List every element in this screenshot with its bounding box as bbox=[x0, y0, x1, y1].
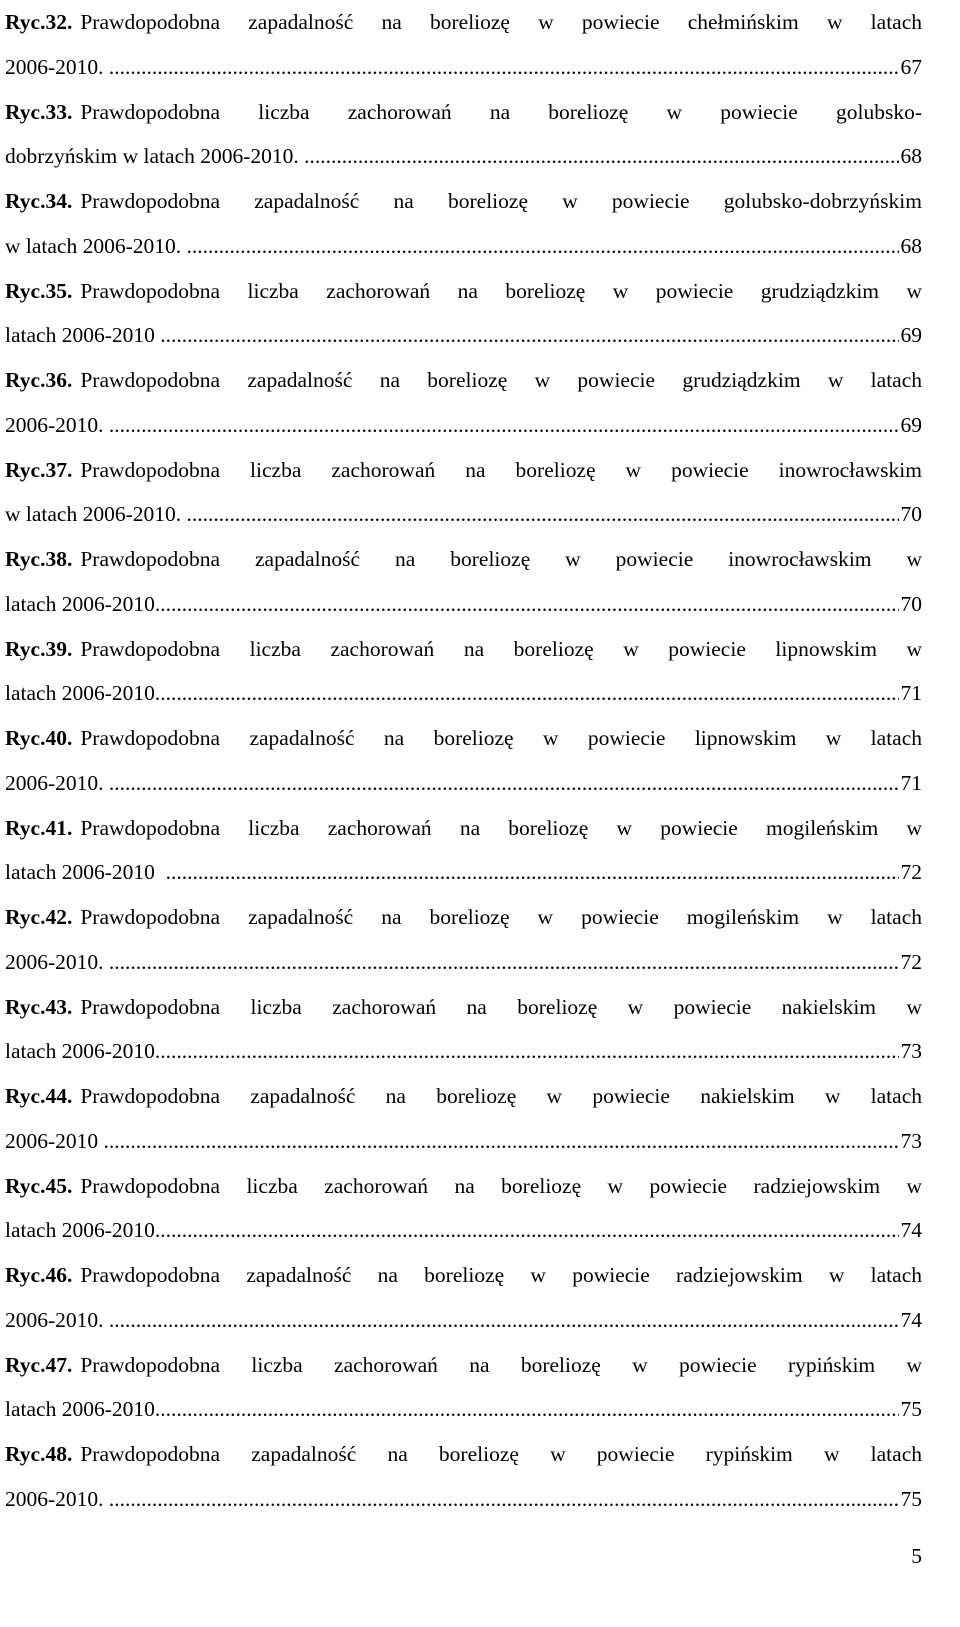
page-number: 5 bbox=[911, 1544, 922, 1568]
figure-label: Ryc.37. bbox=[5, 457, 73, 482]
toc-entry-title-line bbox=[5, 269, 922, 314]
page-reference: 75 bbox=[900, 1486, 922, 1511]
toc-entry[interactable] bbox=[5, 1432, 922, 1522]
figure-label: Ryc.39. bbox=[5, 636, 73, 661]
toc-entry-title-line bbox=[5, 179, 922, 224]
figure-title-continuation: latach 2006-2010 bbox=[5, 323, 161, 348]
figure-title: Prawdopodobna zapadalność na boreliozę w powiecie mogileńskim w latach bbox=[80, 905, 922, 929]
page-reference: 74 bbox=[900, 1218, 922, 1243]
toc-entry[interactable] bbox=[5, 1253, 922, 1343]
figure-title-continuation: latach 2006-2010 bbox=[5, 591, 155, 616]
dot-leader bbox=[109, 1298, 899, 1343]
dot-leader bbox=[160, 313, 898, 358]
page-reference: 71 bbox=[900, 681, 922, 706]
figure-label: Ryc.42. bbox=[5, 905, 73, 929]
toc-entry-leader-line bbox=[5, 940, 922, 985]
figure-title-continuation: 2006-2010. bbox=[5, 1307, 109, 1332]
figure-title-continuation: latach 2006-2010 bbox=[5, 1397, 155, 1422]
figure-label: Ryc.44. bbox=[5, 1084, 73, 1108]
dot-leader bbox=[155, 671, 899, 716]
toc-entry-title-line bbox=[5, 1432, 922, 1477]
figure-title-continuation: latach 2006-2010 bbox=[5, 1218, 155, 1243]
figure-title: Prawdopodobna zapadalność na boreliozę w powiecie nakielskim w latach bbox=[80, 1084, 922, 1108]
figure-title-continuation: 2006-2010. bbox=[5, 54, 109, 79]
toc-entry-title-line bbox=[5, 716, 922, 761]
toc-entry-leader-line bbox=[5, 224, 922, 269]
toc-entry-title-line bbox=[5, 358, 922, 403]
page-reference: 68 bbox=[900, 233, 922, 258]
figure-label: Ryc.41. bbox=[5, 815, 73, 840]
dot-leader bbox=[109, 761, 899, 806]
figure-title: Prawdopodobna zapadalność na boreliozę w powiecie inowrocławskim w bbox=[80, 547, 922, 571]
page-reference: 73 bbox=[900, 1128, 922, 1153]
page-reference: 72 bbox=[900, 860, 922, 885]
figure-label: Ryc.34. bbox=[5, 189, 73, 213]
figure-title-continuation: latach 2006-2010 bbox=[5, 681, 155, 706]
page-reference: 72 bbox=[900, 949, 922, 974]
figure-title: Prawdopodobna liczba zachorowań na boreliozę w powiecie inowrocławskim bbox=[80, 457, 922, 482]
figure-title: Prawdopodobna zapadalność na boreliozę w powiecie grudziądzkim w latach bbox=[80, 368, 922, 392]
toc-entry-title-line bbox=[5, 537, 922, 582]
toc-entry-leader-line bbox=[5, 1208, 922, 1253]
toc-entry[interactable] bbox=[5, 358, 922, 448]
page-reference: 68 bbox=[900, 144, 922, 169]
figure-title: Prawdopodobna liczba zachorowań na boreliozę w powiecie mogileńskim w bbox=[80, 815, 922, 840]
toc-entry[interactable] bbox=[5, 537, 922, 627]
figure-title-continuation: latach 2006-2010 bbox=[5, 1039, 155, 1064]
toc-entry[interactable] bbox=[5, 1164, 922, 1254]
dot-leader bbox=[187, 224, 899, 269]
toc-entry-title-line bbox=[5, 0, 922, 45]
figure-title: Prawdopodobna zapadalność na boreliozę w powiecie rypińskim w latach bbox=[80, 1442, 922, 1466]
toc-entry-leader-line bbox=[5, 134, 922, 179]
dot-leader bbox=[187, 492, 899, 537]
toc-entry-leader-line bbox=[5, 1477, 922, 1522]
toc-entry[interactable] bbox=[5, 895, 922, 985]
dot-leader bbox=[109, 1477, 899, 1522]
dot-leader bbox=[109, 403, 899, 448]
figure-label: Ryc.33. bbox=[5, 99, 73, 124]
toc-entry[interactable] bbox=[5, 269, 922, 359]
toc-entry-leader-line bbox=[5, 313, 922, 358]
dot-leader bbox=[104, 1119, 899, 1164]
dot-leader bbox=[155, 1029, 899, 1074]
toc-entry-title-line bbox=[5, 895, 922, 940]
toc-entry[interactable] bbox=[5, 1343, 922, 1433]
page-reference: 70 bbox=[900, 591, 922, 616]
toc-entry-title-line bbox=[5, 985, 922, 1030]
figure-label: Ryc.46. bbox=[5, 1263, 73, 1287]
figure-title-continuation: 2006-2010 bbox=[5, 1128, 104, 1153]
toc-entry-leader-line bbox=[5, 45, 922, 90]
page-reference: 74 bbox=[900, 1307, 922, 1332]
toc-entry-leader-line bbox=[5, 582, 922, 627]
figure-title: Prawdopodobna liczba zachorowań na boreliozę w powiecie lipnowskim w bbox=[80, 636, 922, 661]
toc-entry-title-line bbox=[5, 806, 922, 851]
toc-entry-leader-line bbox=[5, 1119, 922, 1164]
toc-entry-title-line bbox=[5, 1343, 922, 1388]
toc-entry-leader-line bbox=[5, 1387, 922, 1432]
dot-leader bbox=[166, 850, 899, 895]
figure-title-continuation: w latach 2006-2010. bbox=[5, 502, 187, 527]
toc-entry-title-line bbox=[5, 90, 922, 135]
toc-entry-leader-line bbox=[5, 850, 922, 895]
figure-title: Prawdopodobna zapadalność na boreliozę w powiecie golubsko-dobrzyńskim bbox=[80, 189, 922, 213]
figure-label: Ryc.32. bbox=[5, 10, 73, 34]
toc-entry-leader-line bbox=[5, 761, 922, 806]
figure-title: Prawdopodobna liczba zachorowań na boreliozę w powiecie radziejowskim w bbox=[80, 1173, 922, 1198]
page-reference: 69 bbox=[900, 323, 922, 348]
toc-entry[interactable] bbox=[5, 716, 922, 806]
toc-entry[interactable] bbox=[5, 806, 922, 896]
figure-title: Prawdopodobna liczba zachorowań na boreliozę w powiecie nakielskim w bbox=[80, 994, 922, 1019]
toc-entry-leader-line bbox=[5, 1298, 922, 1343]
toc-entry-leader-line bbox=[5, 403, 922, 448]
dot-leader bbox=[304, 134, 898, 179]
toc-entry[interactable] bbox=[5, 985, 922, 1075]
table-of-figures bbox=[5, 0, 922, 1522]
dot-leader bbox=[155, 582, 899, 627]
page-reference: 73 bbox=[900, 1039, 922, 1064]
figure-title-continuation: w latach 2006-2010. bbox=[5, 233, 187, 258]
figure-title-continuation: 2006-2010. bbox=[5, 770, 109, 795]
figure-label: Ryc.47. bbox=[5, 1352, 73, 1377]
figure-title-continuation: 2006-2010. bbox=[5, 412, 109, 437]
figure-label: Ryc.38. bbox=[5, 547, 73, 571]
figure-label: Ryc.35. bbox=[5, 278, 73, 303]
toc-entry[interactable] bbox=[5, 627, 922, 717]
figure-label: Ryc.48. bbox=[5, 1442, 73, 1466]
figure-label: Ryc.43. bbox=[5, 994, 73, 1019]
figure-label: Ryc.40. bbox=[5, 726, 73, 750]
toc-entry-title-line bbox=[5, 1253, 922, 1298]
dot-leader bbox=[109, 45, 899, 90]
toc-entry[interactable] bbox=[5, 0, 922, 90]
figure-title-continuation: 2006-2010. bbox=[5, 1486, 109, 1511]
figure-title-continuation: latach 2006-2010 bbox=[5, 860, 166, 885]
figure-title-continuation: 2006-2010. bbox=[5, 949, 109, 974]
figure-label: Ryc.36. bbox=[5, 368, 73, 392]
page-reference: 71 bbox=[900, 770, 922, 795]
toc-entry-title-line bbox=[5, 448, 922, 493]
page-reference: 75 bbox=[900, 1397, 922, 1422]
figure-title: Prawdopodobna zapadalność na boreliozę w powiecie lipnowskim w latach bbox=[80, 726, 922, 750]
toc-entry[interactable] bbox=[5, 448, 922, 538]
toc-entry[interactable] bbox=[5, 179, 922, 269]
page-reference: 67 bbox=[900, 54, 922, 79]
figure-title: Prawdopodobna zapadalność na boreliozę w powiecie radziejowskim w latach bbox=[80, 1263, 922, 1287]
figure-title: Prawdopodobna zapadalność na boreliozę w powiecie chełmińskim w latach bbox=[80, 10, 922, 34]
toc-entry-title-line bbox=[5, 1164, 922, 1209]
dot-leader bbox=[155, 1387, 899, 1432]
figure-label: Ryc.45. bbox=[5, 1173, 73, 1198]
toc-entry[interactable] bbox=[5, 90, 922, 180]
dot-leader bbox=[155, 1208, 899, 1253]
toc-entry-title-line bbox=[5, 1074, 922, 1119]
toc-entry-leader-line bbox=[5, 492, 922, 537]
page-reference: 70 bbox=[900, 502, 922, 527]
figure-title: Prawdopodobna liczba zachorowań na boreliozę w powiecie golubsko- bbox=[80, 99, 922, 124]
toc-entry-title-line bbox=[5, 627, 922, 672]
figure-title-continuation: dobrzyńskim w latach 2006-2010. bbox=[5, 144, 305, 169]
figure-title: Prawdopodobna liczba zachorowań na boreliozę w powiecie grudziądzkim w bbox=[80, 278, 922, 303]
toc-entry[interactable] bbox=[5, 1074, 922, 1164]
toc-entry-leader-line bbox=[5, 671, 922, 716]
page-reference: 69 bbox=[900, 412, 922, 437]
figure-title: Prawdopodobna liczba zachorowań na boreliozę w powiecie rypińskim w bbox=[80, 1352, 922, 1377]
toc-entry-leader-line bbox=[5, 1029, 922, 1074]
dot-leader bbox=[109, 940, 899, 985]
